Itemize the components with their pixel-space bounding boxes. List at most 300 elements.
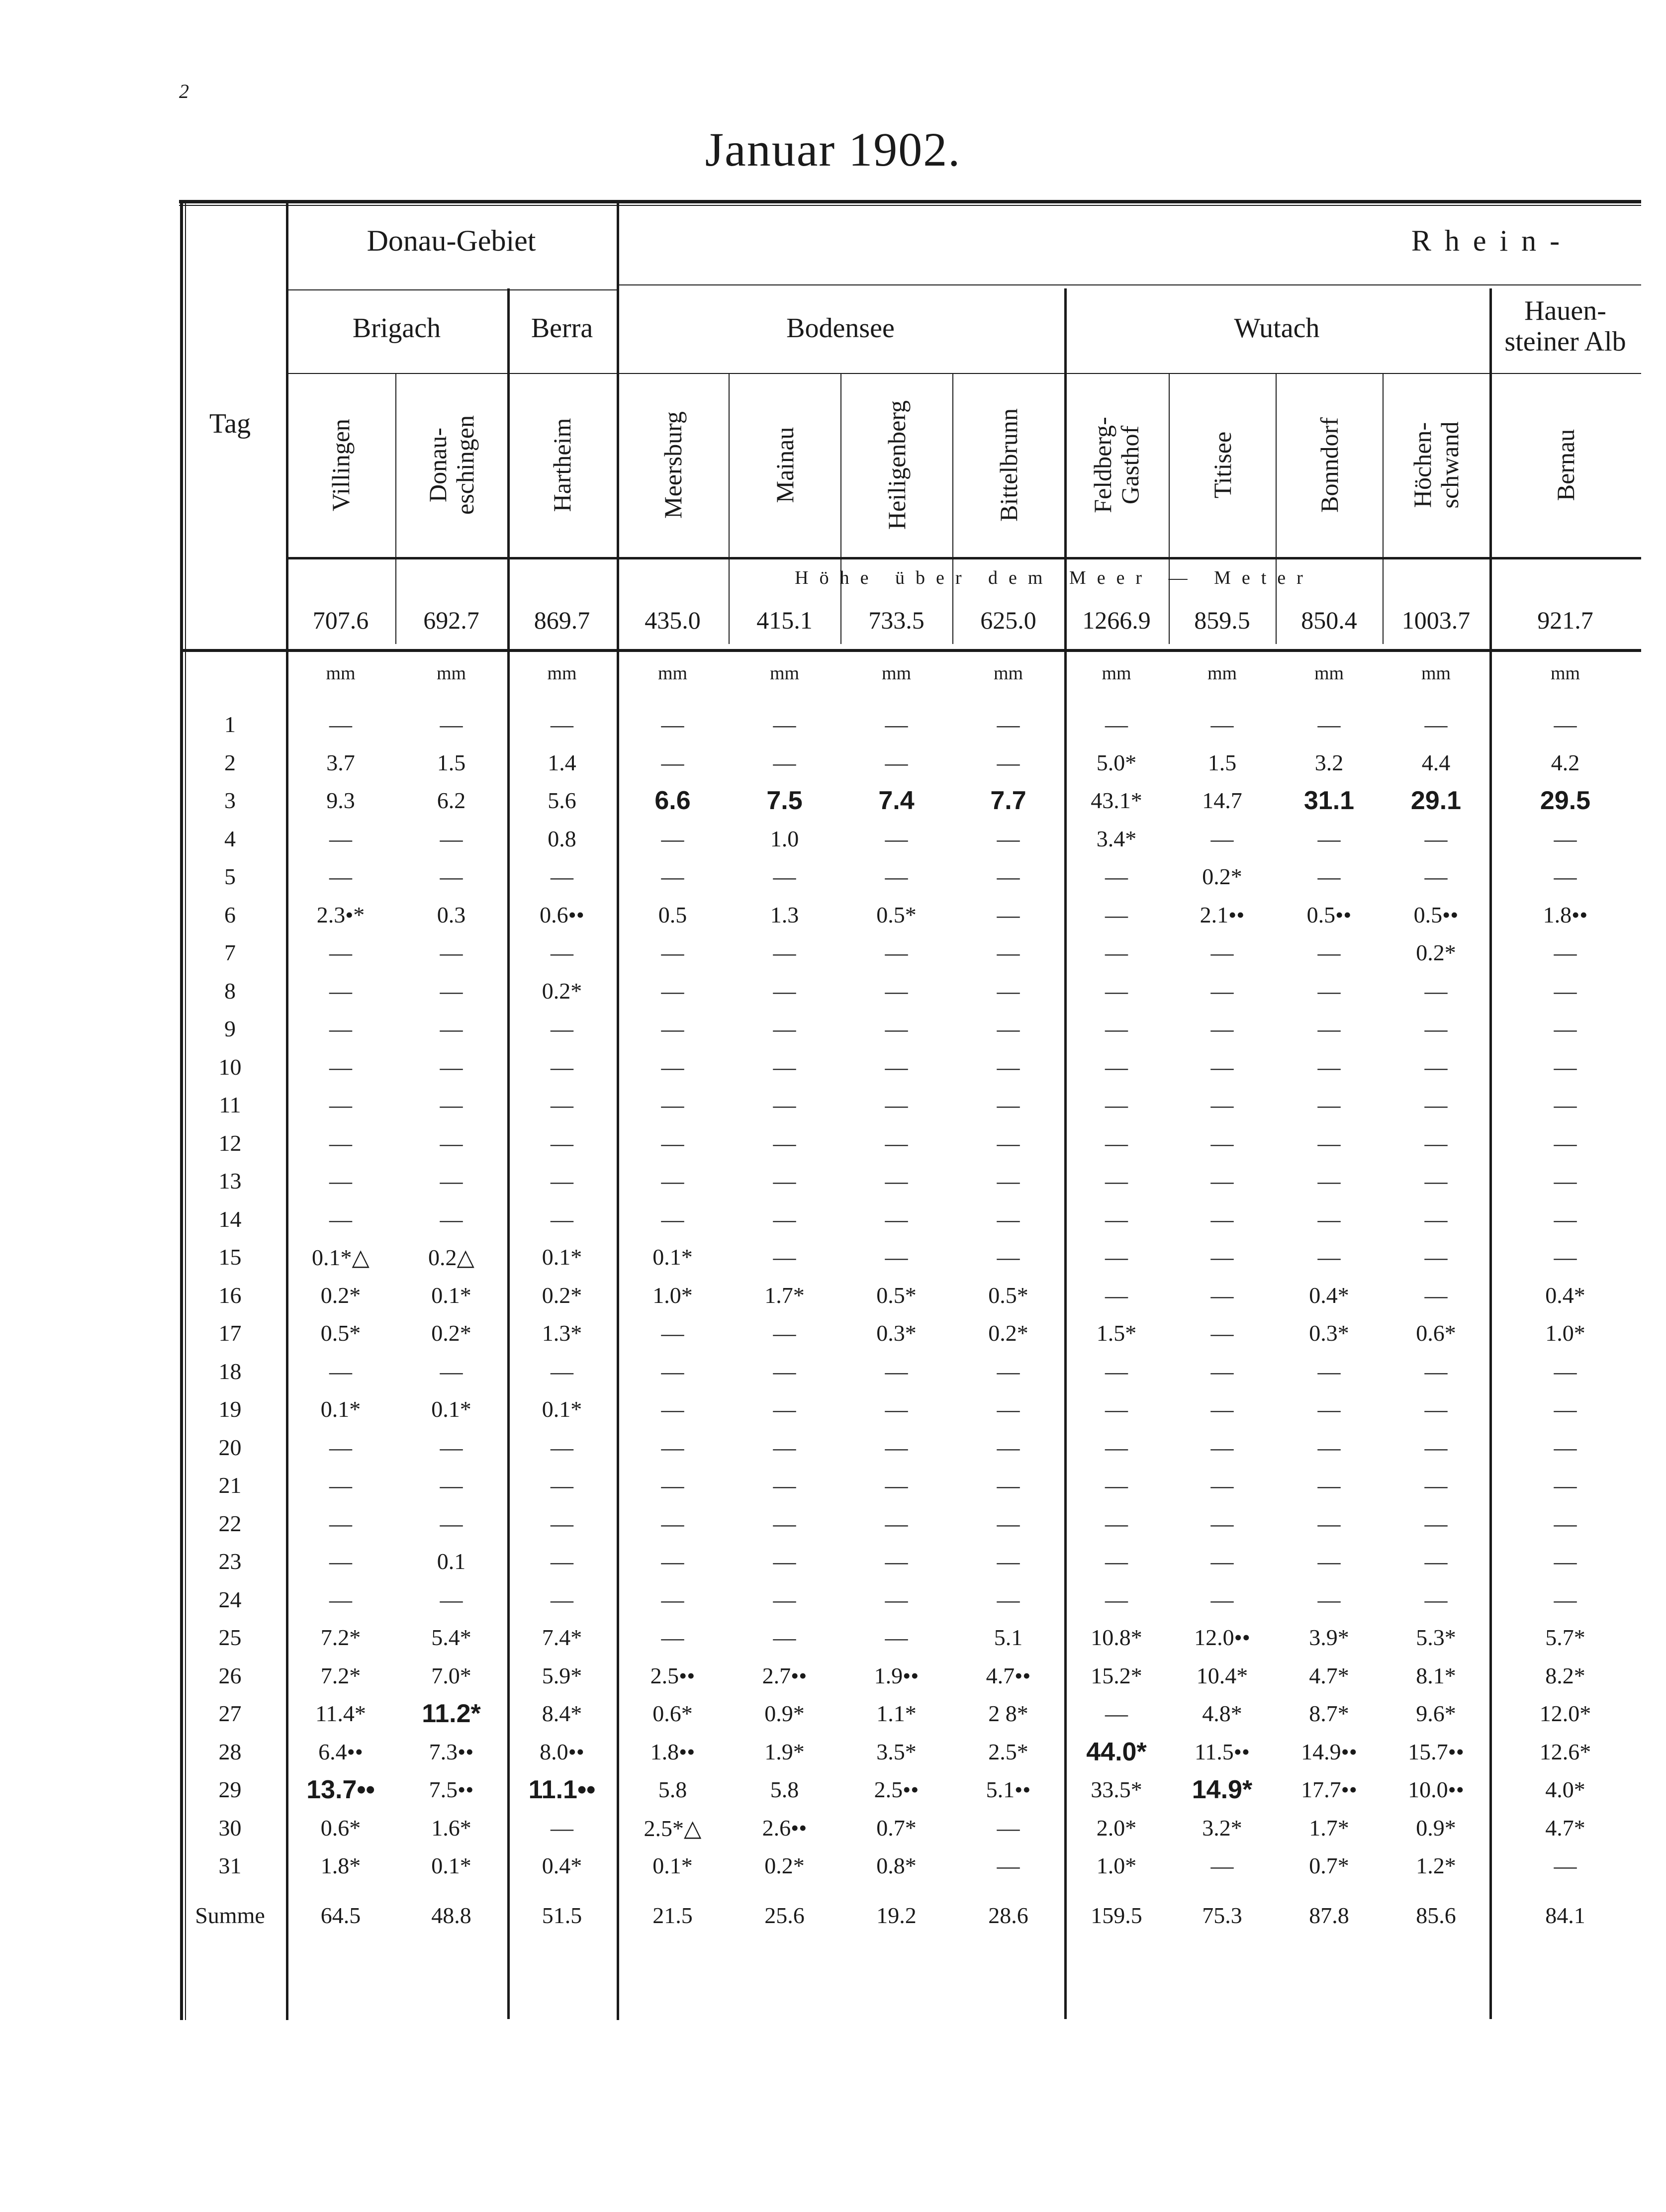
table-cell: 6.4•• bbox=[318, 1739, 363, 1764]
unit-label: mm bbox=[1421, 663, 1451, 684]
table-cell: — bbox=[1424, 1586, 1448, 1612]
table-cell: — bbox=[1105, 1434, 1128, 1460]
table-cell: — bbox=[1210, 1168, 1234, 1194]
table-cell: 7.5 bbox=[766, 786, 803, 815]
table-cell: 14.7 bbox=[1202, 788, 1242, 813]
table-cell: — bbox=[1105, 1244, 1128, 1270]
table-cell: — bbox=[885, 1396, 908, 1422]
table-cell: 7.3•• bbox=[429, 1739, 474, 1764]
day-number: 1 bbox=[224, 712, 236, 737]
table-cell: — bbox=[1554, 1358, 1577, 1384]
subgroup-header: Bodensee bbox=[786, 313, 895, 344]
station-name: Meersburg bbox=[658, 411, 686, 519]
table-cell: 3.7 bbox=[326, 749, 355, 775]
table-cell: 1.1* bbox=[876, 1701, 917, 1726]
table-cell: — bbox=[1317, 1130, 1341, 1156]
table-cell: 0.6•• bbox=[540, 902, 584, 927]
table-cell: — bbox=[885, 978, 908, 1004]
table-cell: — bbox=[440, 1510, 463, 1536]
table-cell: 5.3* bbox=[1416, 1625, 1456, 1650]
table-cell: — bbox=[997, 1130, 1020, 1156]
day-number: 9 bbox=[224, 1016, 236, 1041]
table-cell: 1.9•• bbox=[874, 1662, 919, 1688]
table-cell: 2.5•• bbox=[874, 1777, 919, 1802]
day-number: 2 bbox=[224, 749, 236, 775]
table-cell: — bbox=[885, 1092, 908, 1117]
table-cell: — bbox=[773, 1549, 796, 1574]
table-cell: 0.1*△ bbox=[312, 1245, 370, 1270]
table-cell: — bbox=[1424, 1168, 1448, 1194]
table-cell: 10.4* bbox=[1196, 1662, 1248, 1688]
table-cell: 3.2 bbox=[1314, 749, 1344, 775]
table-cell: — bbox=[1317, 1206, 1341, 1232]
table-cell: — bbox=[1317, 940, 1341, 965]
table-cell: — bbox=[773, 1244, 796, 1270]
table-cell: — bbox=[1554, 1244, 1577, 1270]
station-altitude: 850.4 bbox=[1301, 606, 1357, 634]
table-cell: 0.7* bbox=[876, 1815, 917, 1841]
table-cell: — bbox=[1210, 1549, 1234, 1574]
table-cell: — bbox=[997, 1549, 1020, 1574]
table-cell: 2 8* bbox=[988, 1701, 1028, 1726]
table-cell: — bbox=[1317, 1244, 1341, 1270]
table-cell: — bbox=[1554, 1510, 1577, 1536]
table-cell: 12.0* bbox=[1539, 1701, 1591, 1726]
station-name: Bittelbrunn bbox=[994, 408, 1022, 522]
station-altitude: 435.0 bbox=[645, 606, 701, 634]
table-cell: 2.5•• bbox=[650, 1662, 695, 1688]
table-cell: — bbox=[1554, 1130, 1577, 1156]
table-cell: 0.5•• bbox=[1306, 902, 1352, 927]
table-cell: — bbox=[1554, 940, 1577, 965]
table-cell: — bbox=[997, 1815, 1020, 1841]
table-cell: 7.7 bbox=[990, 786, 1026, 815]
day-number: 11 bbox=[219, 1092, 241, 1117]
table-cell: 0.9* bbox=[1416, 1815, 1456, 1841]
table-cell: — bbox=[661, 1054, 684, 1080]
table-cell: 2.3•* bbox=[316, 902, 365, 927]
table-cell: — bbox=[661, 1510, 684, 1536]
table-cell: — bbox=[1424, 712, 1448, 737]
table-cell: — bbox=[329, 1206, 352, 1232]
table-cell: — bbox=[885, 1130, 908, 1156]
table-cell: 2.5*△ bbox=[644, 1815, 702, 1841]
table-cell: 5.6 bbox=[548, 788, 576, 813]
table-cell: 0.8 bbox=[548, 826, 576, 851]
day-number: 17 bbox=[218, 1320, 242, 1346]
table-cell: 0.2* bbox=[431, 1320, 471, 1346]
column-rule-thin bbox=[729, 373, 730, 642]
table-cell: 4.7•• bbox=[986, 1662, 1031, 1688]
sum-cell: 84.1 bbox=[1545, 1903, 1585, 1928]
day-number: 18 bbox=[218, 1358, 242, 1384]
table-cell: — bbox=[773, 864, 796, 889]
table-cell: — bbox=[1554, 1586, 1577, 1612]
table-cell: 7.2* bbox=[320, 1625, 361, 1650]
subgroup-header: Wutach bbox=[1234, 313, 1320, 344]
table-cell: 7.0* bbox=[431, 1662, 471, 1688]
table-cell: 0.2* bbox=[542, 978, 582, 1004]
table-cell: — bbox=[1105, 864, 1128, 889]
station-name: Hartheim bbox=[548, 418, 576, 512]
table-cell: — bbox=[1424, 1206, 1448, 1232]
unit-label: mm bbox=[1102, 663, 1131, 684]
station-altitude: 1266.9 bbox=[1082, 606, 1151, 634]
table-cell: — bbox=[1424, 1434, 1448, 1460]
station-altitude: 921.7 bbox=[1537, 606, 1593, 634]
table-cell: 4.0* bbox=[1545, 1777, 1585, 1802]
table-cell: 7.2* bbox=[320, 1662, 361, 1688]
table-cell: — bbox=[1424, 1358, 1448, 1384]
table-cell: — bbox=[661, 1625, 684, 1650]
table-cell: — bbox=[551, 1815, 573, 1841]
station-name: Mainau bbox=[770, 427, 798, 503]
table-cell: — bbox=[1554, 1396, 1577, 1422]
table-cell: — bbox=[885, 1510, 908, 1536]
table-cell: — bbox=[1105, 1282, 1128, 1308]
table-cell: 0.5* bbox=[988, 1282, 1028, 1308]
table-cell: — bbox=[329, 1092, 352, 1117]
table-cell: — bbox=[885, 1434, 908, 1460]
table-cell: — bbox=[329, 864, 352, 889]
table-cell: 0.2* bbox=[1202, 864, 1242, 889]
day-number: 7 bbox=[224, 940, 236, 965]
table-cell: — bbox=[661, 1434, 684, 1460]
table-cell: — bbox=[997, 978, 1020, 1004]
table-cell: — bbox=[997, 712, 1020, 737]
table-cell: — bbox=[661, 1168, 684, 1194]
table-cell: — bbox=[329, 1168, 352, 1194]
table-cell: 1.0 bbox=[770, 826, 799, 851]
table-cell: — bbox=[1105, 1396, 1128, 1422]
table-cell: — bbox=[1210, 1130, 1234, 1156]
table-cell: 12.0•• bbox=[1194, 1625, 1250, 1650]
table-cell: — bbox=[551, 1130, 573, 1156]
table-cell: 0.3* bbox=[876, 1320, 917, 1346]
table-cell: 0.5 bbox=[658, 902, 687, 927]
table-cell: — bbox=[997, 1586, 1020, 1612]
column-rule-thin bbox=[1276, 373, 1277, 642]
day-number: 5 bbox=[224, 864, 236, 889]
table-cell: — bbox=[997, 1853, 1020, 1878]
table-cell: — bbox=[329, 1434, 352, 1460]
table-cell: 10.8* bbox=[1091, 1625, 1142, 1650]
table-cell: — bbox=[1554, 864, 1577, 889]
table-cell: 0.4* bbox=[1309, 1282, 1349, 1308]
table-cell: 0.8* bbox=[876, 1853, 917, 1878]
table-cell: 9.6* bbox=[1416, 1701, 1456, 1726]
header-rule bbox=[286, 289, 617, 290]
unit-label: mm bbox=[769, 663, 800, 684]
table-cell: — bbox=[997, 1054, 1020, 1080]
sum-cell: 64.5 bbox=[320, 1903, 361, 1928]
table-cell: — bbox=[773, 940, 796, 965]
table-cell: 0.9* bbox=[764, 1701, 805, 1726]
table-cell: — bbox=[1210, 1054, 1234, 1080]
header-rule bbox=[617, 284, 1641, 285]
table-cell: — bbox=[1105, 1510, 1128, 1536]
table-cell: 1.4 bbox=[548, 749, 576, 775]
table-cell: 0.1* bbox=[320, 1396, 361, 1422]
sum-cell: 48.8 bbox=[431, 1903, 471, 1928]
table-cell: 5.9* bbox=[542, 1662, 582, 1688]
table-cell: — bbox=[773, 712, 796, 737]
table-cell: — bbox=[885, 1168, 908, 1194]
table-cell: — bbox=[885, 1206, 908, 1232]
sum-cell: 87.8 bbox=[1309, 1903, 1349, 1928]
table-cell: 1.8•• bbox=[650, 1739, 695, 1764]
table-cell: — bbox=[661, 1206, 684, 1232]
table-cell: — bbox=[997, 749, 1020, 775]
table-cell: 8.7* bbox=[1309, 1701, 1349, 1726]
table-cell: 8.1* bbox=[1416, 1662, 1456, 1688]
table-cell: — bbox=[661, 864, 684, 889]
subgroup-header: Hauen- steiner Alb bbox=[1504, 295, 1626, 357]
day-number: 26 bbox=[218, 1662, 242, 1688]
table-cell: — bbox=[329, 1473, 352, 1498]
table-cell: — bbox=[329, 1358, 352, 1384]
table-cell: — bbox=[1424, 1092, 1448, 1117]
table-cell: 12.6* bbox=[1539, 1739, 1591, 1764]
table-cell: — bbox=[1210, 1244, 1234, 1270]
table-cell: — bbox=[329, 1586, 352, 1612]
table-cell: 5.1•• bbox=[986, 1777, 1031, 1802]
table-cell: 0.2△ bbox=[428, 1245, 474, 1270]
table-cell: 1.0* bbox=[652, 1282, 693, 1308]
table-cell: — bbox=[551, 1054, 573, 1080]
table-cell: 1.8•• bbox=[1543, 902, 1588, 927]
unit-label: mm bbox=[993, 663, 1023, 684]
table-cell: — bbox=[440, 1586, 463, 1612]
table-cell: — bbox=[1554, 1054, 1577, 1080]
table-cell: — bbox=[1210, 1320, 1234, 1346]
table-cell: — bbox=[885, 1473, 908, 1498]
table-cell: — bbox=[440, 1054, 463, 1080]
column-rule-thin bbox=[840, 373, 841, 642]
table-cell: — bbox=[1317, 1358, 1341, 1384]
table-cell: 11.4* bbox=[315, 1701, 366, 1726]
unit-label: mm bbox=[881, 663, 912, 684]
station-altitude: 692.7 bbox=[423, 606, 479, 634]
table-cell: — bbox=[1317, 826, 1341, 851]
station-name: Heiligenberg bbox=[882, 400, 910, 530]
table-cell: — bbox=[885, 1625, 908, 1650]
table-cell: 0.2* bbox=[764, 1853, 805, 1878]
table-cell: 1.0* bbox=[1545, 1320, 1585, 1346]
table-cell: 1.7* bbox=[1309, 1815, 1349, 1841]
table-cell: 5.0* bbox=[1096, 749, 1137, 775]
table-cell: — bbox=[661, 940, 684, 965]
day-number: 20 bbox=[218, 1434, 242, 1460]
column-rule-thin bbox=[952, 373, 953, 642]
table-cell: 0.3* bbox=[1309, 1320, 1349, 1346]
table-cell: — bbox=[1424, 1054, 1448, 1080]
table-cell: — bbox=[1105, 1168, 1128, 1194]
table-cell: — bbox=[551, 1206, 573, 1232]
table-cell: 9.3 bbox=[326, 788, 355, 813]
day-number: 15 bbox=[218, 1244, 242, 1270]
table-cell: — bbox=[1424, 1282, 1448, 1308]
table-cell: — bbox=[1105, 940, 1128, 965]
table-cell: 1.5 bbox=[437, 749, 466, 775]
table-cell: — bbox=[551, 1586, 573, 1612]
table-cell: — bbox=[1554, 1206, 1577, 1232]
table-cell: — bbox=[1210, 1206, 1234, 1232]
table-cell: — bbox=[440, 1168, 463, 1194]
table-cell: — bbox=[885, 749, 908, 775]
table-cell: — bbox=[885, 1586, 908, 1612]
table-cell: — bbox=[997, 826, 1020, 851]
table-cell: — bbox=[885, 826, 908, 851]
table-cell: — bbox=[773, 1625, 796, 1650]
table-cell: 1.6* bbox=[431, 1815, 471, 1841]
table-cell: — bbox=[773, 978, 796, 1004]
table-cell: 8.4* bbox=[542, 1701, 582, 1726]
top-rule-thin bbox=[179, 205, 1641, 206]
table-cell: — bbox=[773, 1206, 796, 1232]
day-number: 6 bbox=[224, 902, 236, 927]
station-altitude: 707.6 bbox=[312, 606, 369, 634]
table-cell: 14.9•• bbox=[1301, 1739, 1357, 1764]
table-cell: — bbox=[1105, 1092, 1128, 1117]
table-cell: — bbox=[551, 712, 573, 737]
day-number: 24 bbox=[218, 1586, 242, 1612]
table-cell: 2.0* bbox=[1096, 1815, 1137, 1841]
unit-label: mm bbox=[657, 663, 688, 684]
table-cell: 0.4* bbox=[1545, 1282, 1585, 1308]
table-cell: — bbox=[1105, 1473, 1128, 1498]
table-cell: — bbox=[997, 1206, 1020, 1232]
table-cell: — bbox=[1210, 1092, 1234, 1117]
sum-cell: 75.3 bbox=[1202, 1903, 1242, 1928]
table-cell: — bbox=[1424, 1473, 1448, 1498]
table-cell: — bbox=[661, 826, 684, 851]
table-cell: — bbox=[1210, 826, 1234, 851]
table-cell: — bbox=[1105, 1130, 1128, 1156]
table-cell: — bbox=[1105, 1358, 1128, 1384]
table-cell: — bbox=[1210, 712, 1234, 737]
table-cell: — bbox=[551, 940, 573, 965]
table-cell: — bbox=[329, 1549, 352, 1574]
table-cell: 43.1* bbox=[1091, 788, 1142, 813]
day-number: 16 bbox=[218, 1282, 242, 1308]
table-cell: — bbox=[440, 1092, 463, 1117]
unit-label: mm bbox=[436, 663, 466, 684]
table-cell: — bbox=[1554, 1434, 1577, 1460]
table-cell: — bbox=[661, 1320, 684, 1346]
table-cell: — bbox=[1554, 1168, 1577, 1194]
table-cell: — bbox=[997, 1244, 1020, 1270]
table-cell: 1.5 bbox=[1207, 749, 1237, 775]
table-cell: — bbox=[1317, 1434, 1341, 1460]
table-cell: — bbox=[773, 1473, 796, 1498]
table-cell: — bbox=[885, 1244, 908, 1270]
day-number: 29 bbox=[218, 1777, 242, 1802]
table-cell: 0.2* bbox=[1416, 940, 1456, 965]
table-cell: — bbox=[551, 1434, 573, 1460]
table-cell: — bbox=[997, 1473, 1020, 1498]
unit-label: mm bbox=[1550, 663, 1580, 684]
table-cell: 1.2* bbox=[1416, 1853, 1456, 1878]
table-cell: 0.5* bbox=[876, 902, 917, 927]
table-cell: 1.3 bbox=[770, 902, 799, 927]
table-cell: — bbox=[1424, 1549, 1448, 1574]
table-cell: — bbox=[1210, 1282, 1234, 1308]
day-number: 25 bbox=[218, 1625, 242, 1650]
table-cell: — bbox=[1317, 1549, 1341, 1574]
sum-cell: 19.2 bbox=[876, 1903, 917, 1928]
table-cell: 4.4 bbox=[1421, 749, 1451, 775]
table-cell: — bbox=[885, 1549, 908, 1574]
table-cell: 0.6* bbox=[652, 1701, 693, 1726]
header-rule bbox=[286, 373, 1641, 374]
table-cell: 0.2* bbox=[988, 1320, 1028, 1346]
unit-label: mm bbox=[547, 663, 577, 684]
sum-cell: 159.5 bbox=[1091, 1903, 1142, 1928]
day-number: 19 bbox=[218, 1396, 242, 1422]
station-altitude: 625.0 bbox=[980, 606, 1036, 634]
table-cell: 3.9* bbox=[1309, 1625, 1349, 1650]
table-cell: — bbox=[1210, 940, 1234, 965]
table-cell: — bbox=[329, 978, 352, 1004]
top-rule bbox=[179, 200, 1641, 203]
station-altitude: 1003.7 bbox=[1401, 606, 1471, 634]
table-cell: — bbox=[1210, 1510, 1234, 1536]
unit-label: mm bbox=[1314, 663, 1344, 684]
table-cell: — bbox=[440, 940, 463, 965]
table-cell: 0.1 bbox=[437, 1549, 466, 1574]
sum-cell: 28.6 bbox=[988, 1903, 1028, 1928]
table-cell: — bbox=[773, 1016, 796, 1041]
table-cell: 17.7•• bbox=[1301, 1777, 1357, 1802]
table-cell: — bbox=[1105, 1206, 1128, 1232]
table-cell: — bbox=[440, 1130, 463, 1156]
table-cell: — bbox=[1317, 712, 1341, 737]
day-number: 23 bbox=[218, 1549, 242, 1574]
table-cell: — bbox=[1554, 826, 1577, 851]
subgroup-header: Berra bbox=[531, 313, 593, 344]
table-cell: 11.5•• bbox=[1194, 1739, 1250, 1764]
table-cell: — bbox=[1317, 1510, 1341, 1536]
table-cell: — bbox=[773, 1054, 796, 1080]
station-name: Titisee bbox=[1208, 431, 1236, 499]
table-cell: 0.5* bbox=[320, 1320, 361, 1346]
table-cell: — bbox=[773, 1510, 796, 1536]
station-name: Feldberg- Gasthof bbox=[1089, 417, 1144, 513]
table-cell: — bbox=[661, 1092, 684, 1117]
tag-label: Tag bbox=[209, 408, 251, 439]
station-name: Höchen- schwand bbox=[1408, 421, 1464, 509]
day-number: 13 bbox=[218, 1168, 242, 1194]
table-cell: — bbox=[1317, 864, 1341, 889]
table-cell: — bbox=[997, 1510, 1020, 1536]
table-cell: — bbox=[1554, 1092, 1577, 1117]
table-cell: — bbox=[885, 1054, 908, 1080]
group-header-donau: Donau-Gebiet bbox=[367, 224, 536, 257]
table-cell: — bbox=[551, 1168, 573, 1194]
table-cell: — bbox=[997, 1396, 1020, 1422]
table-cell: — bbox=[1554, 978, 1577, 1004]
table-cell: — bbox=[440, 1358, 463, 1384]
table-cell: 1.8* bbox=[320, 1853, 361, 1878]
hoehe-label: Höhe über dem Meer — Meter bbox=[795, 567, 1314, 588]
table-cell: — bbox=[440, 1016, 463, 1041]
table-cell: 0.6* bbox=[1416, 1320, 1456, 1346]
day-number: 10 bbox=[218, 1054, 242, 1080]
station-name: Villingen bbox=[326, 419, 355, 511]
table-cell: 3.4* bbox=[1096, 826, 1137, 851]
table-cell: 1.0* bbox=[1096, 1853, 1137, 1878]
